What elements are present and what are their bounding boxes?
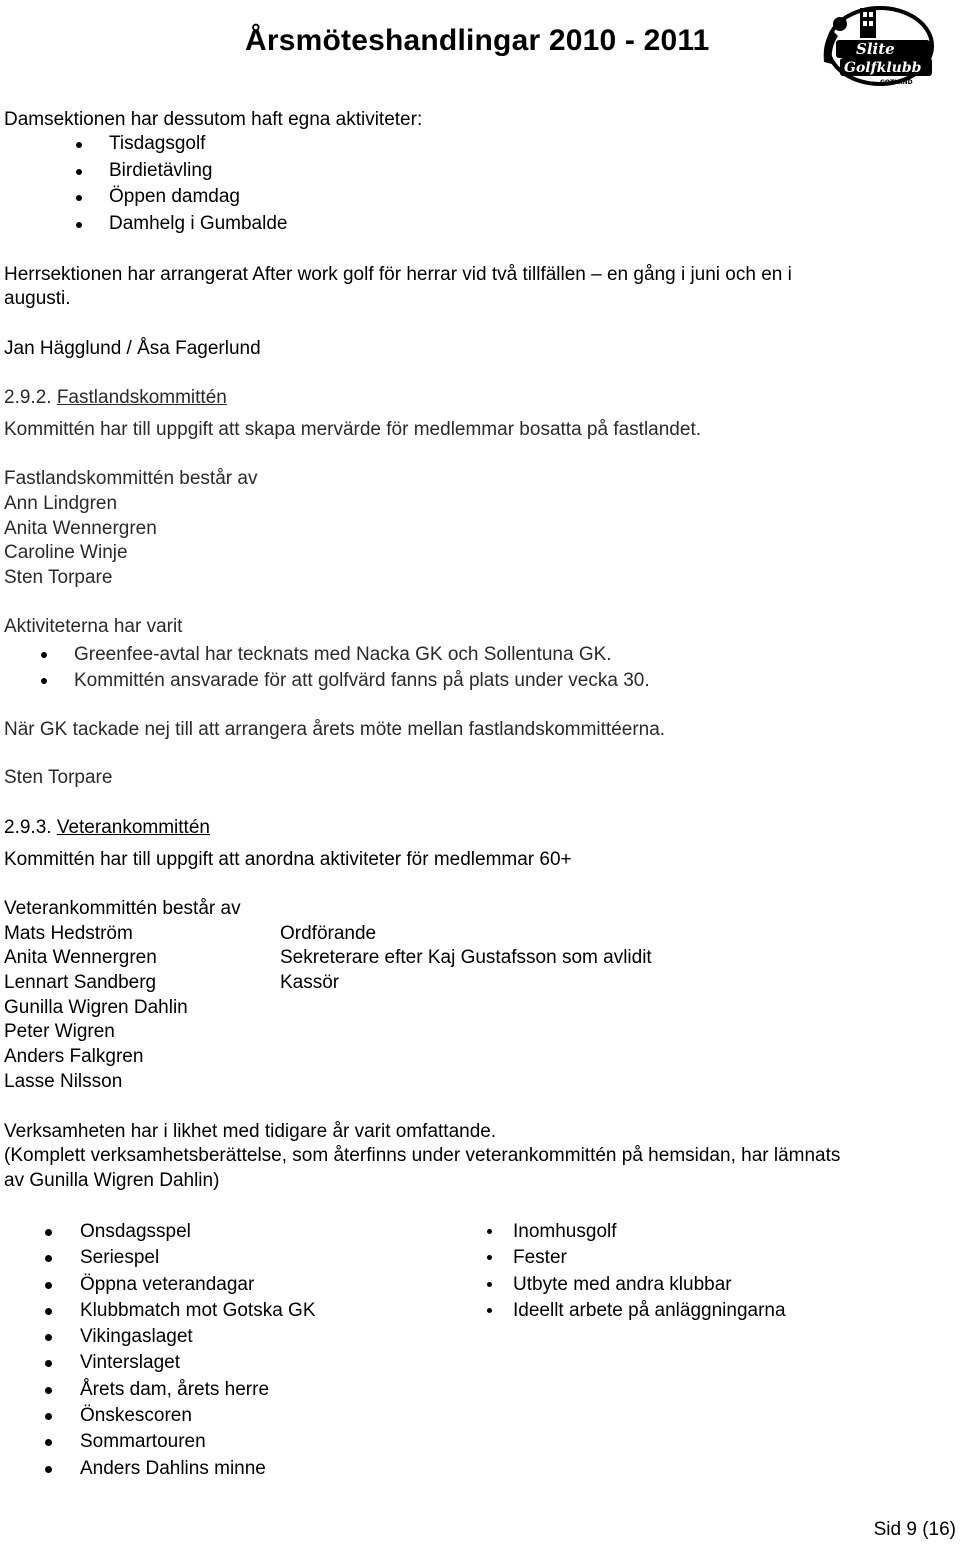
list-item: Inomhusgolf	[513, 1219, 786, 1245]
list-item: Onsdagsspel	[80, 1219, 316, 1245]
list-item: Årets dam, årets herre	[80, 1377, 316, 1403]
svg-text:Slite: Slite	[856, 40, 895, 58]
svg-text:GOTLAND: GOTLAND	[880, 79, 913, 86]
veteran-member-name: Gunilla Wigren Dahlin	[4, 997, 188, 1018]
list-item: Greenfee-avtal har tecknats med Nacka GK och Sollentuna GK.	[74, 642, 650, 668]
veteran-activities-left	[80, 1219, 316, 1482]
section-title: Veterankommittén	[56, 817, 210, 838]
bullet-icon	[487, 1255, 492, 1260]
bullet-icon	[45, 1282, 52, 1289]
list-item: Vinterslaget	[80, 1350, 316, 1376]
list-item: Birdietävling	[109, 158, 287, 185]
bullet-icon	[45, 1466, 52, 1473]
list-item: Damhelg i Gumbalde	[109, 211, 287, 238]
bullet-icon	[41, 678, 47, 684]
bullet-icon	[76, 195, 82, 201]
list-item: Klubbmatch mot Gotska GK	[80, 1298, 316, 1324]
bullet-icon	[76, 169, 82, 175]
club-logo	[818, 2, 936, 90]
section-number: 2.9.2.	[4, 387, 52, 408]
veteran-summary-2: (Komplett verksamhetsberättelse, som återfinns under veterankommittén på hemsidan, har lämnats	[4, 1145, 841, 1166]
list-item: Önskescoren	[80, 1403, 316, 1429]
list-item: Kommittén ansvarade för att golfvärd fanns på plats under vecka 30.	[74, 668, 650, 694]
section-heading-veteran	[4, 816, 210, 840]
page-number: Sid 9 (16)	[873, 1519, 956, 1540]
bullet-icon	[487, 1229, 492, 1234]
veteran-activities-right	[513, 1219, 786, 1324]
veteran-member-name: Lennart Sandberg	[4, 972, 157, 993]
list-item: Ideellt arbete på anläggningarna	[513, 1298, 786, 1324]
veteran-member-role: Ordförande	[280, 923, 377, 944]
bullet-icon	[45, 1255, 52, 1262]
document-title: Årsmöteshandlingar 2010 - 2011	[245, 24, 710, 57]
svg-text:Golfklubb: Golfklubb	[844, 60, 922, 76]
veteran-member-name: Peter Wigren	[4, 1021, 115, 1042]
damsektion-list	[109, 131, 287, 237]
fastland-members-intro: Fastlandskommittén består av	[4, 468, 258, 489]
list-item: Seriespel	[80, 1245, 316, 1271]
list-item: Vikingaslaget	[80, 1324, 316, 1350]
signature-dam-herr: Jan Hägglund / Åsa Fagerlund	[4, 338, 261, 359]
fastland-activities-intro: Aktiviteterna har varit	[4, 616, 183, 637]
veteran-purpose: Kommittén har till uppgift att anordna aktiviteter för medlemmar 60+	[4, 849, 572, 870]
fastland-member: Anita Wennergren	[4, 518, 157, 539]
veteran-summary-1: Verksamheten har i likhet med tidigare år varit omfattande.	[4, 1121, 497, 1142]
bullet-icon	[45, 1413, 52, 1420]
bullet-icon	[45, 1229, 52, 1236]
list-item: Fester	[513, 1245, 786, 1271]
list-item: Öppna veterandagar	[80, 1272, 316, 1298]
bullet-icon	[45, 1308, 52, 1315]
fastland-member: Sten Torpare	[4, 567, 113, 588]
section-heading-fastland	[4, 386, 227, 410]
bullet-icon	[76, 222, 82, 228]
bullet-icon	[487, 1308, 492, 1313]
fastland-activities-list	[74, 642, 650, 694]
veteran-members-intro: Veterankommittén består av	[4, 898, 241, 919]
section-title: Fastlandskommittén	[56, 387, 227, 408]
veteran-member-role: Sekreterare efter Kaj Gustafsson som avlidit	[280, 947, 652, 968]
bullet-icon	[487, 1282, 492, 1287]
bullet-icon	[45, 1387, 52, 1394]
fastland-purpose: Kommittén har till uppgift att skapa mervärde för medlemmar bosatta på fastlandet.	[4, 419, 701, 440]
list-item: Anders Dahlins minne	[80, 1456, 316, 1482]
veteran-summary-3: av Gunilla Wigren Dahlin)	[4, 1170, 220, 1191]
list-item: Tisdagsgolf	[109, 131, 287, 158]
bullet-icon	[45, 1334, 52, 1341]
section-number: 2.9.3.	[4, 817, 52, 838]
fastland-member: Caroline Winje	[4, 542, 128, 563]
veteran-member-name: Anders Falkgren	[4, 1046, 144, 1067]
fastland-signature: Sten Torpare	[4, 767, 113, 788]
veteran-member-name: Anita Wennergren	[4, 947, 157, 968]
veteran-member-role: Kassör	[280, 972, 340, 993]
damsektion-intro: Damsektionen har dessutom haft egna aktiviteter:	[4, 109, 423, 130]
fastland-note: När GK tackade nej till att arrangera årets möte mellan fastlandskommittéerna.	[4, 719, 666, 740]
list-item: Sommartouren	[80, 1429, 316, 1455]
herrsektion-line-2: augusti.	[4, 288, 71, 309]
bullet-icon	[76, 142, 82, 148]
list-item: Utbyte med andra klubbar	[513, 1272, 786, 1298]
bullet-icon	[41, 652, 47, 658]
herrsektion-line-1: Herrsektionen har arrangerat After work golf för herrar vid två tillfällen – en gång i juni och en i	[4, 264, 792, 285]
fastland-member: Ann Lindgren	[4, 493, 118, 514]
list-item: Öppen damdag	[109, 184, 287, 211]
bullet-icon	[45, 1439, 52, 1446]
bullet-icon	[45, 1360, 52, 1367]
veteran-member-name: Mats Hedström	[4, 923, 133, 944]
veteran-member-name: Lasse Nilsson	[4, 1071, 123, 1092]
